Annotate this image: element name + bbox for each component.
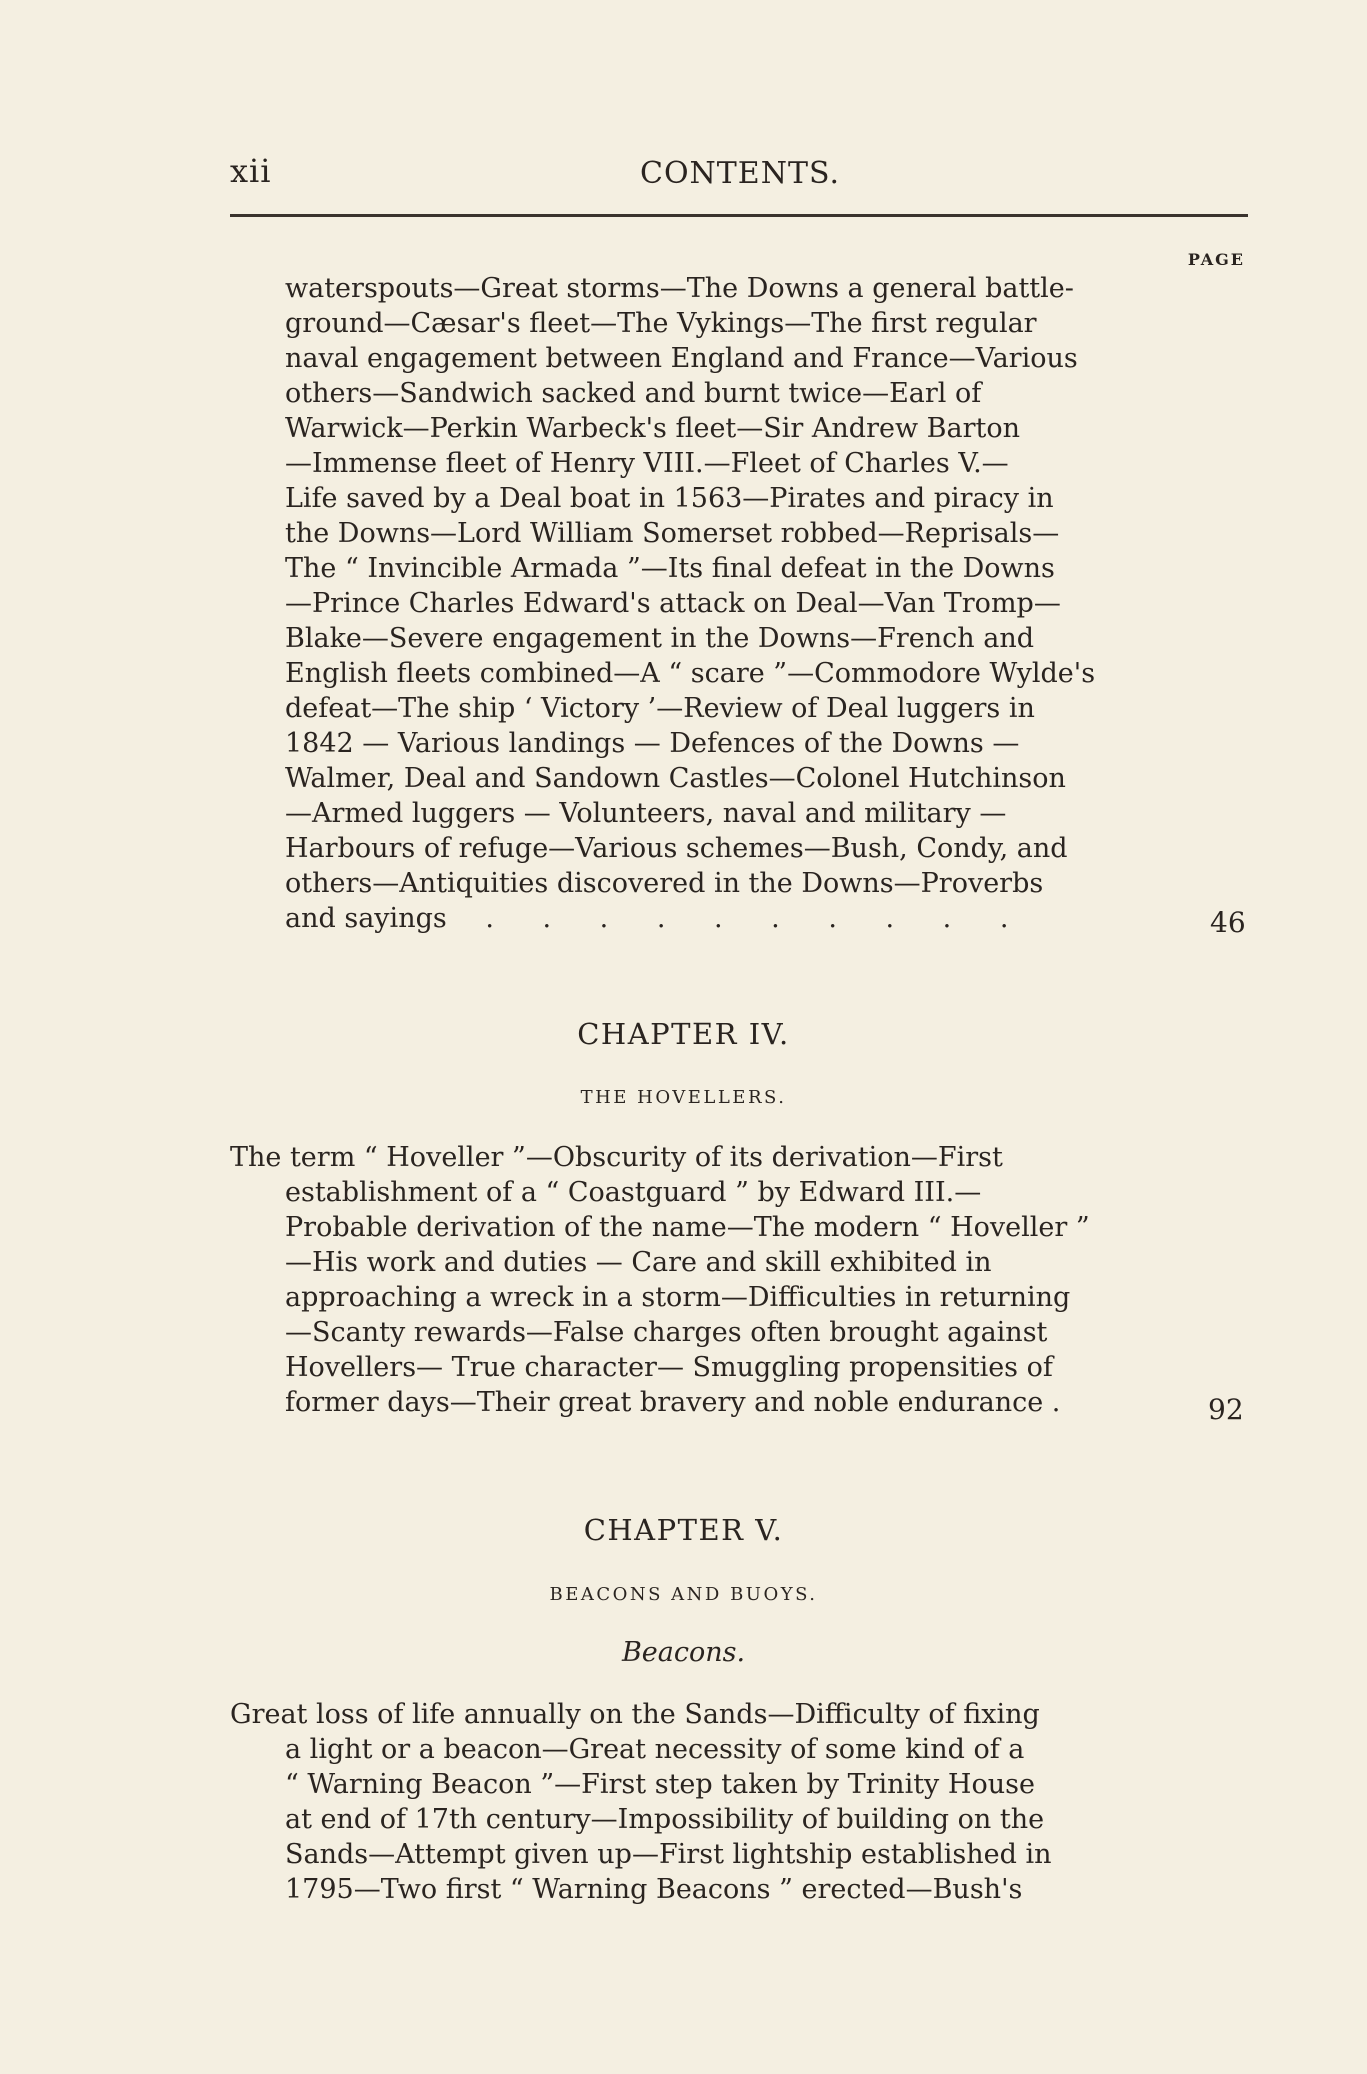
summary-line: approaching a wreck in a storm—Difficulties in returning xyxy=(285,1282,1071,1313)
summary-line: Probable derivation of the name—The modern “ Hoveller ” xyxy=(285,1212,1090,1243)
summary-line: The “ Invincible Armada ”—Its final defeat in the Downs xyxy=(285,553,1055,584)
summary-line: “ Warning Beacon ”—First step taken by Trinity House xyxy=(285,1769,1035,1800)
summary-line: Harbours of refuge—Various schemes—Bush, Condy, and xyxy=(285,833,1068,864)
summary-line: 1795—Two first “ Warning Beacons ” erected—Bush's xyxy=(285,1874,1023,1905)
summary-line: waterspouts—Great storms—The Downs a general battle- xyxy=(285,273,1074,304)
running-header xyxy=(230,152,1246,202)
page-reference: 46 xyxy=(1210,906,1246,939)
summary-line: Walmer, Deal and Sandown Castles—Colonel Hutchinson xyxy=(285,763,1066,794)
summary-line: English fleets combined—A “ scare ”—Commodore Wylde's xyxy=(285,658,1096,689)
summary-line: —His work and duties — Care and skill exhibited in xyxy=(285,1247,992,1278)
running-title: CONTENTS. xyxy=(640,156,840,191)
summary-line: Hovellers— True character— Smuggling propensities of xyxy=(285,1352,1053,1383)
header-rule xyxy=(230,214,1248,217)
summary-line: Sands—Attempt given up—First lightship established in xyxy=(285,1839,1052,1870)
page-column-label: PAGE xyxy=(1187,250,1245,269)
summary-line: ground—Cæsar's fleet—The Vykings—The first regular xyxy=(285,308,1037,339)
summary-last-line: former days—Their great bravery and noble endurance . xyxy=(285,1387,1061,1418)
chapter-iii-summary xyxy=(285,271,1155,936)
summary-line: —Scanty rewards—False charges often brought against xyxy=(285,1317,1048,1348)
page-reference: 92 xyxy=(1208,1393,1244,1426)
chapter-iv-summary xyxy=(230,1140,1155,1420)
chapter-subtitle: BEACONS AND BUOYS. xyxy=(549,1584,818,1605)
summary-line: a light or a beacon—Great necessity of some kind of a xyxy=(285,1734,1025,1765)
summary-line: at end of 17th century—Impossibility of building on the xyxy=(285,1804,1045,1835)
summary-line: —Prince Charles Edward's attack on Deal—Van Tromp— xyxy=(285,588,1061,619)
summary-line: Warwick—Perkin Warbeck's fleet—Sir Andrew Barton xyxy=(285,413,1020,444)
chapter-subtitle: THE HOVELLERS. xyxy=(580,1087,787,1108)
summary-line: —Armed luggers — Volunteers, naval and military — xyxy=(285,798,1007,829)
summary-line: others—Sandwich sacked and burnt twice—Earl of xyxy=(285,378,982,409)
summary-line: defeat—The ship ‘ Victory ’—Review of Deal luggers in xyxy=(285,693,1035,724)
section-title: Beacons. xyxy=(621,1637,746,1668)
summary-line: the Downs—Lord William Somerset robbed—Reprisals— xyxy=(285,518,1060,549)
summary-line: naval engagement between England and France—Various xyxy=(285,343,1078,374)
summary-line: others—Antiquities discovered in the Downs—Proverbs xyxy=(285,868,1044,899)
summary-line: Life saved by a Deal boat in 1563—Pirates and piracy in xyxy=(285,483,1054,514)
summary-line: Great loss of life annually on the Sands—Difficulty of fixing xyxy=(230,1699,1040,1730)
chapter-v-summary xyxy=(230,1697,1155,1907)
summary-line: —Immense fleet of Henry VIII.—Fleet of Charles V.— xyxy=(285,448,1009,479)
summary-line: Blake—Severe engagement in the Downs—French and xyxy=(285,623,1035,654)
summary-last-line: and sayings . . . . . . . . . . xyxy=(285,903,1029,934)
page-number: xii xyxy=(230,152,272,190)
chapter-heading: CHAPTER IV. xyxy=(577,1017,790,1051)
dot-leader: . . . . . . . . . . xyxy=(485,903,1029,934)
chapter-heading: CHAPTER V. xyxy=(583,1513,784,1547)
summary-line: establishment of a “ Coastguard ” by Edward III.— xyxy=(285,1177,982,1208)
summary-line: 1842 — Various landings — Defences of the Downs — xyxy=(285,728,1020,759)
summary-line: The term “ Hoveller ”—Obscurity of its derivation—First xyxy=(230,1142,1003,1173)
